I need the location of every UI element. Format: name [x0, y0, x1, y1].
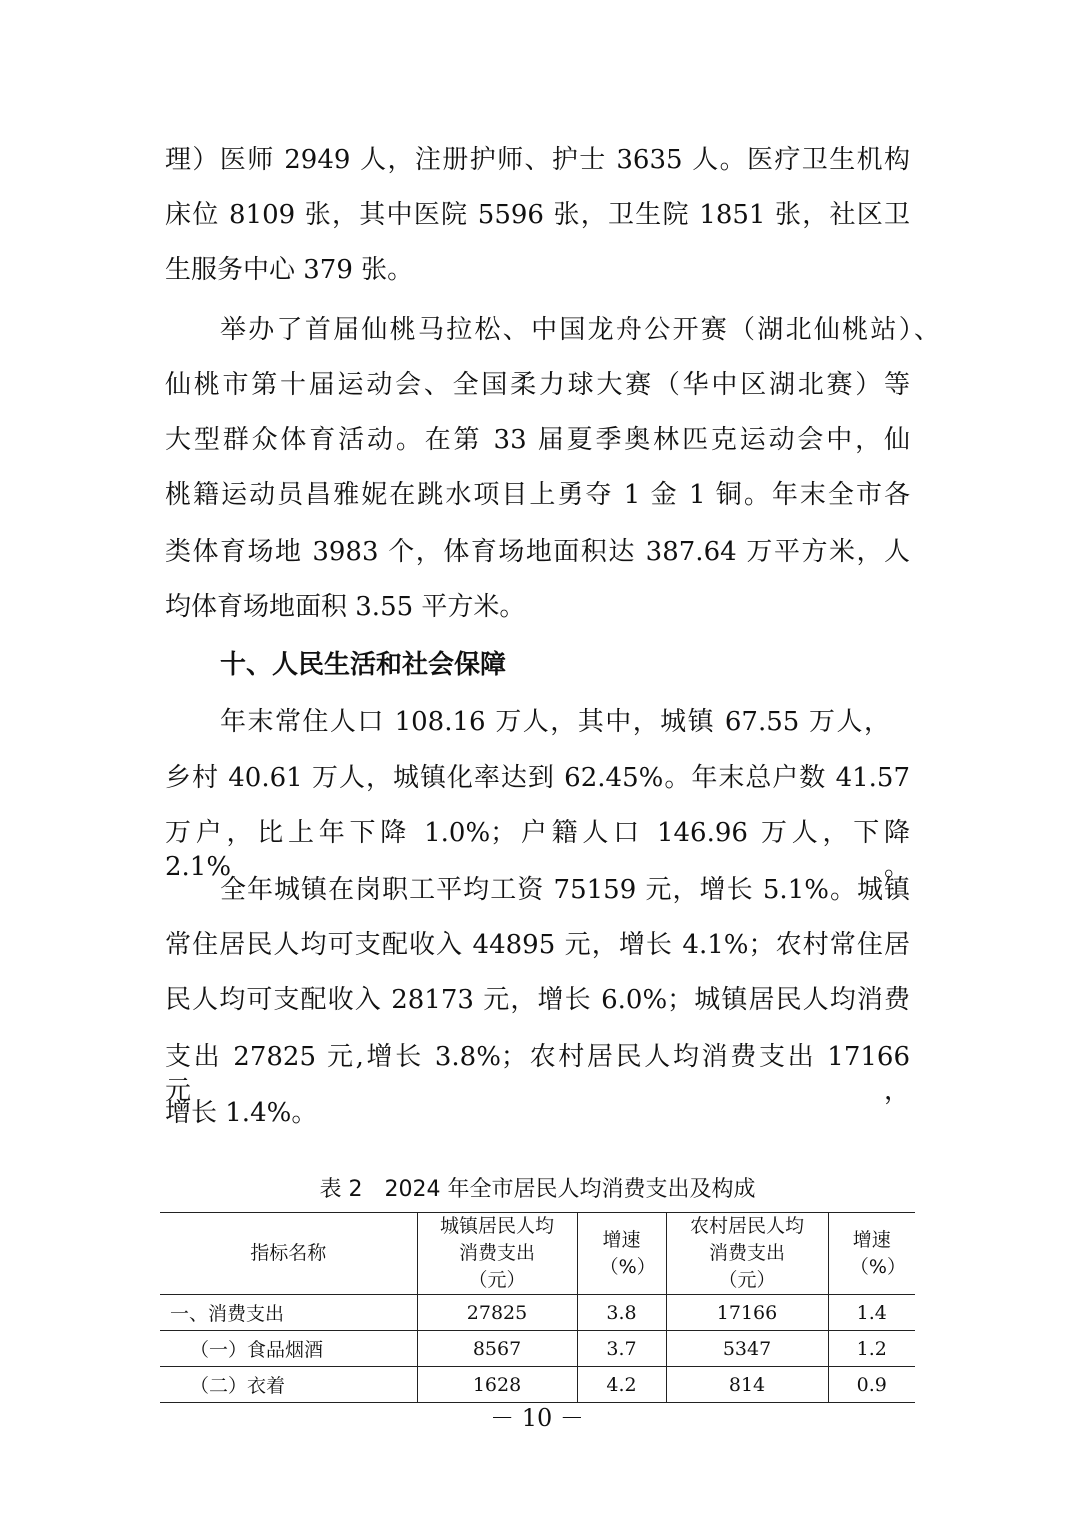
cell: 1628: [417, 1367, 577, 1403]
header-text: 农村居民人均消费支出（元）: [689, 1215, 804, 1291]
paragraph-line: 理）医师 2949 人，注册护师、护士 3635 人。医疗卫生机构: [165, 145, 910, 175]
cell: 1.4: [828, 1295, 915, 1331]
paragraph-line: 常住居民人均可支配收入 44895 元，增长 4.1%；农村常住居: [165, 930, 910, 960]
cell: 3.8: [577, 1295, 666, 1331]
header-urban-growth: [577, 1213, 666, 1295]
paragraph-line: 增长 1.4%。: [165, 1098, 318, 1128]
cell: 4.2: [577, 1367, 666, 1403]
cell: 3.7: [577, 1331, 666, 1367]
cell: 17166: [666, 1295, 828, 1331]
row-label: （一）食品烟酒: [160, 1331, 417, 1367]
cell: 27825: [417, 1295, 577, 1331]
paragraph-line: 年末常住人口 108.16 万人，其中，城镇 67.55 万人，: [220, 707, 890, 737]
cell: 814: [666, 1367, 828, 1403]
paragraph-line: 支出 27825 元,增长 3.8%；农村居民人均消费支出 17166 元，: [165, 1042, 910, 1106]
paragraph-line: 床位 8109 张，其中医院 5596 张，卫生院 1851 张，社区卫: [165, 200, 910, 230]
cell: 1.2: [828, 1331, 915, 1367]
cell: 5347: [666, 1331, 828, 1367]
row-label: （二）衣着: [160, 1367, 417, 1403]
paragraph-line: 民人均可支配收入 28173 元，增长 6.0%；城镇居民人均消费: [165, 985, 910, 1015]
page-number: － 10 －: [490, 1404, 584, 1432]
table-row: [160, 1331, 915, 1367]
header-urban-spending: [417, 1213, 577, 1295]
paragraph-line: 乡村 40.61 万人，城镇化率达到 62.45%。年末总户数 41.57: [165, 763, 910, 793]
paragraph-line: 大型群众体育活动。在第 33 届夏季奥林匹克运动会中，仙: [165, 425, 910, 455]
cell: 0.9: [828, 1367, 915, 1403]
paragraph-line: 全年城镇在岗职工平均工资 75159 元，增长 5.1%。城镇: [220, 875, 910, 905]
paragraph-line: 类体育场地 3983 个，体育场地面积达 387.64 万平方米，人: [165, 537, 910, 567]
paragraph-line: 万户，比上年下降 1.0%；户籍人口 146.96 万人，下降 2.1%。: [165, 818, 910, 882]
row-label: 一、消费支出: [160, 1295, 417, 1331]
section-heading: 十、人民生活和社会保障: [220, 650, 507, 680]
paragraph-line: 桃籍运动员昌雅妮在跳水项目上勇夺 1 金 1 铜。年末全市各: [165, 480, 910, 510]
paragraph-line: 仙桃市第十届运动会、全国柔力球大赛（华中区湖北赛）等: [165, 370, 910, 400]
consumption-table: [160, 1212, 915, 1403]
header-text: 指标名称: [250, 1242, 327, 1264]
header-text: 增速（%）: [849, 1228, 906, 1278]
table-row: [160, 1295, 915, 1331]
cell: 8567: [417, 1331, 577, 1367]
paragraph-line: 生服务中心 379 张。: [165, 255, 414, 285]
paragraph-line: 举办了首届仙桃马拉松、中国龙舟公开赛（湖北仙桃站）、: [220, 315, 940, 345]
table-header-row: [160, 1213, 915, 1295]
header-text: 城镇居民人均消费支出（元）: [439, 1215, 554, 1291]
header-text: 增速（%）: [599, 1228, 656, 1278]
table-caption: 表 2 2024 年全市居民人均消费支出及构成: [319, 1177, 756, 1202]
header-indicator: [160, 1213, 417, 1295]
header-rural-spending: [666, 1213, 828, 1295]
header-rural-growth: [828, 1213, 915, 1295]
paragraph-line: 均体育场地面积 3.55 平方米。: [165, 592, 526, 622]
